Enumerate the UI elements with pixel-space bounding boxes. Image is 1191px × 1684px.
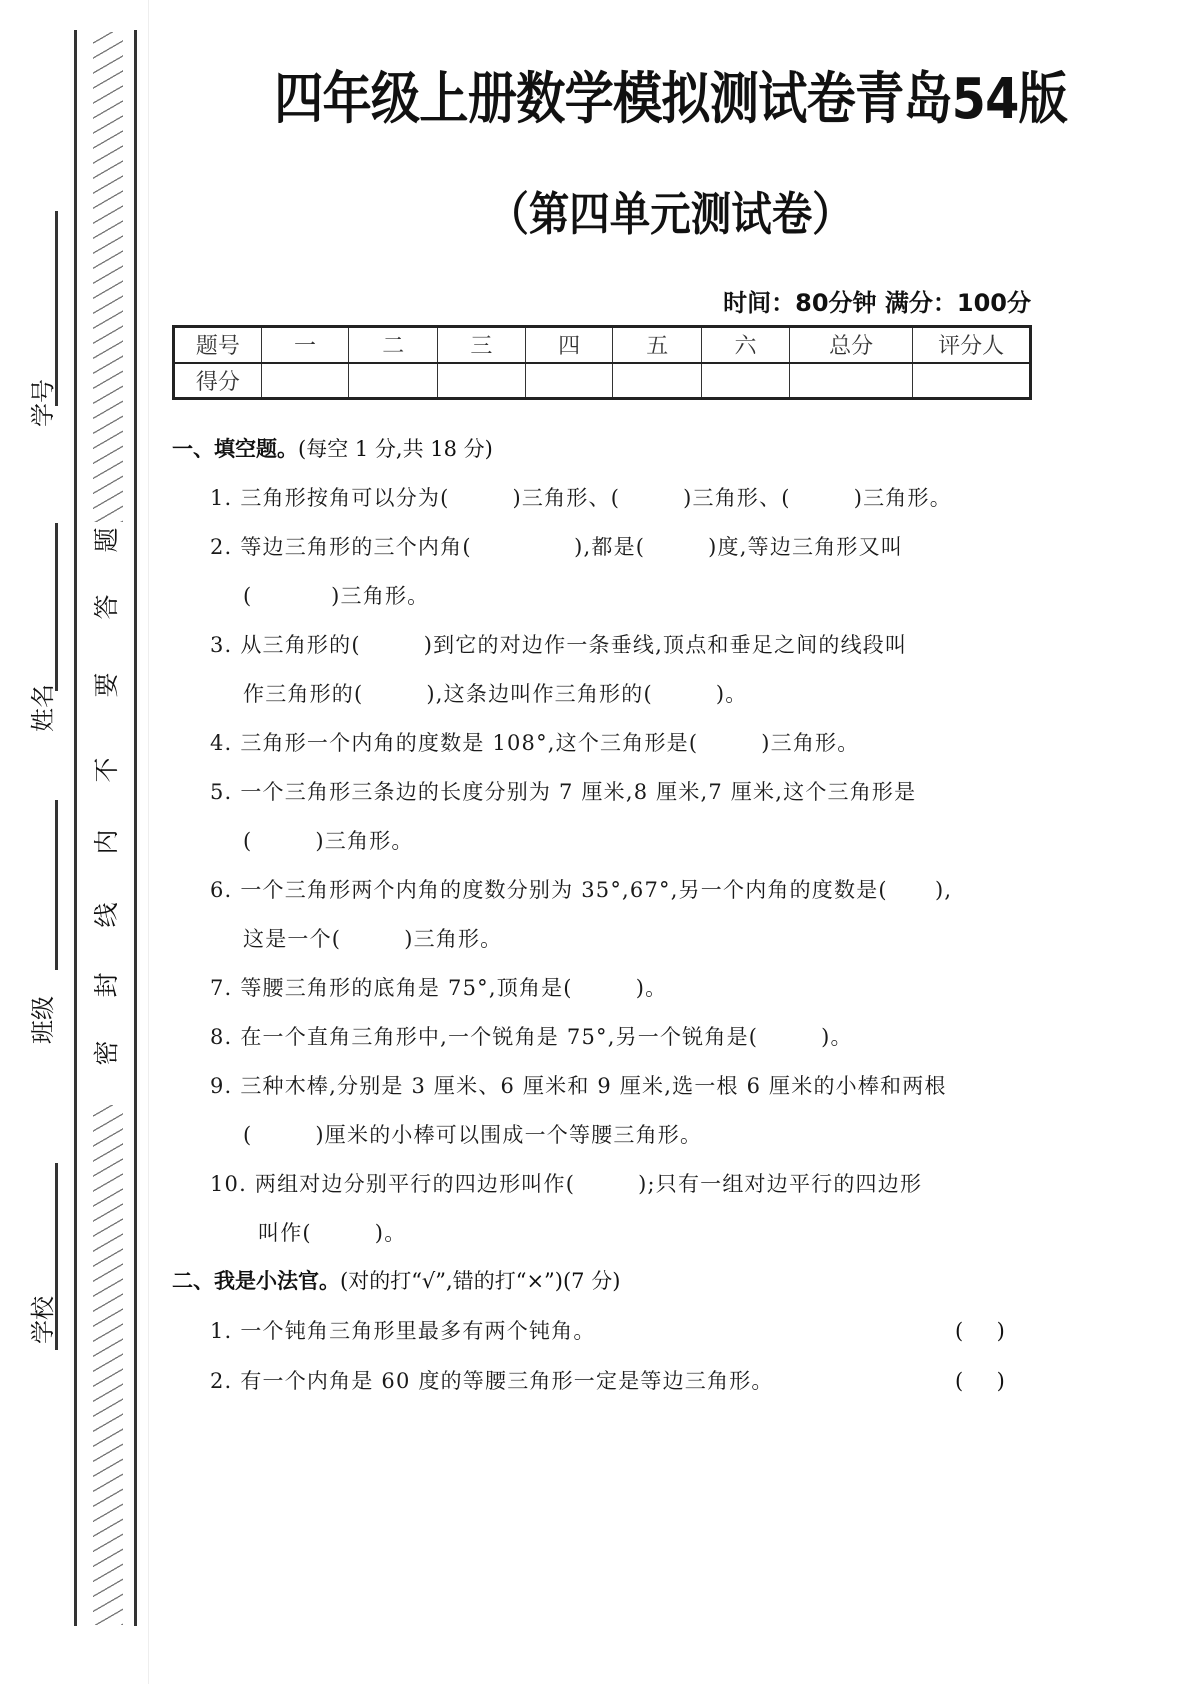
section-2-note: (对的打“√”,错的打“×”)(7 分) (340, 1269, 621, 1293)
table-header-cell: 二 (349, 327, 438, 363)
question-number: 10. (210, 1172, 247, 1196)
hatch-pattern-top (93, 32, 123, 522)
section-1-note: (每空 1 分,共 18 分) (298, 437, 493, 461)
seal-char: 内 (92, 829, 121, 855)
question-number: 6. (210, 878, 233, 902)
question-line-continued (243, 581, 429, 611)
answer-blank[interactable]: ( ) (955, 1319, 1005, 1343)
score-cell[interactable] (525, 363, 613, 399)
table-header-cell: 四 (525, 327, 613, 363)
question-text: 三种木棒,分别是 3 厘米、6 厘米和 9 厘米,选一根 6 厘米的小棒和两根 (240, 1074, 947, 1098)
question-text: 叫作( )。 (258, 1221, 407, 1245)
question-text: ( )三角形。 (243, 829, 414, 853)
section-2-title (172, 1266, 620, 1296)
school-label: 学校 (29, 1296, 57, 1344)
seal-char: 要 (92, 672, 121, 698)
score-cell[interactable] (438, 363, 526, 399)
score-cell[interactable] (349, 363, 438, 399)
question-line-continued (243, 924, 502, 954)
score-cell-grader[interactable] (913, 363, 1031, 399)
section-1-heading: 一、填空题。 (172, 437, 298, 461)
question-text: 在一个直角三角形中,一个锐角是 75°,另一个锐角是( )。 (240, 1025, 853, 1049)
table-header-cell: 六 (702, 327, 790, 363)
question-number: 3. (210, 633, 233, 657)
name-label: 姓名 (29, 684, 57, 732)
score-table-header-row (174, 327, 1031, 363)
question-text: 这是一个( )三角形。 (243, 927, 503, 951)
section-1-title (172, 434, 493, 464)
binding-margin (0, 0, 150, 1684)
question-number: 8. (210, 1025, 233, 1049)
question-text: 从三角形的( )到它的对边作一条垂线,顶点和垂足之间的线段叫 (240, 633, 908, 657)
question-text: 三角形按角可以分为( )三角形、( )三角形、( )三角形。 (240, 486, 952, 510)
score-row-label: 得分 (174, 363, 262, 399)
student-id-line[interactable] (55, 211, 58, 406)
question-text: 等腰三角形的底角是 75°,顶角是( )。 (240, 976, 668, 1000)
score-table-score-row (174, 363, 1031, 399)
question-line (210, 532, 903, 562)
question-text: 一个三角形三条边的长度分别为 7 厘米,8 厘米,7 厘米,这个三角形是 (240, 780, 917, 804)
question-line (210, 630, 907, 660)
binding-line-right (134, 30, 137, 1626)
table-header-cell: 五 (613, 327, 702, 363)
seal-char: 题 (92, 527, 121, 553)
score-cell-total[interactable] (789, 363, 913, 399)
question-text: 三角形一个内角的度数是 108°,这个三角形是( )三角形。 (240, 731, 860, 755)
question-line-continued (258, 1218, 406, 1248)
question-number: 5. (210, 780, 233, 804)
table-header-cell: 三 (438, 327, 526, 363)
question-text: 一个三角形两个内角的度数分别为 35°,67°,另一个内角的度数是( ), (240, 878, 953, 902)
question-text: ( )厘米的小棒可以围成一个等腰三角形。 (243, 1123, 703, 1147)
question-number: 7. (210, 976, 233, 1000)
question-number: 9. (210, 1074, 233, 1098)
question-line (210, 483, 952, 513)
question-text: 等边三角形的三个内角( ),都是( )度,等边三角形又叫 (240, 535, 904, 559)
question-line (210, 1169, 922, 1199)
answer-blank[interactable]: ( ) (955, 1369, 1005, 1393)
exam-time-score: 时间：80分钟 满分：100分 (723, 289, 1031, 317)
student-id-label: 学号 (29, 379, 57, 427)
question-line (210, 777, 916, 807)
table-header-cell: 总分 (789, 327, 913, 363)
question-line (210, 1071, 947, 1101)
seal-char: 不 (92, 757, 121, 783)
table-header-cell: 一 (261, 327, 349, 363)
question-text: 一个钝角三角形里最多有两个钝角。 (240, 1319, 596, 1343)
question-text: 有一个内角是 60 度的等腰三角形一定是等边三角形。 (240, 1369, 774, 1393)
page-subtitle: （第四单元测试卷） (488, 187, 853, 241)
seal-char: 线 (92, 902, 121, 928)
score-cell[interactable] (613, 363, 702, 399)
question-line (210, 1022, 853, 1052)
page-title: 四年级上册数学模拟测试卷青岛54版 (274, 67, 1067, 132)
question-line (210, 728, 859, 758)
seal-char: 封 (92, 972, 121, 998)
judge-item (210, 1316, 596, 1346)
question-text: 两组对边分别平行的四边形叫作( );只有一组对边平行的四边形 (254, 1172, 923, 1196)
question-number: 4. (210, 731, 233, 755)
score-cell[interactable] (261, 363, 349, 399)
question-number: 1. (210, 1319, 233, 1343)
table-header-cell: 评分人 (913, 327, 1031, 363)
table-header-cell: 题号 (174, 327, 262, 363)
score-cell[interactable] (702, 363, 790, 399)
question-number: 2. (210, 1369, 233, 1393)
question-line (210, 973, 667, 1003)
question-text: ( )三角形。 (243, 584, 430, 608)
question-number: 1. (210, 486, 233, 510)
hatch-pattern-bottom (93, 1105, 123, 1625)
question-line-continued (243, 826, 414, 856)
section-2-heading: 二、我是小法官。 (172, 1269, 340, 1293)
score-table (172, 325, 1032, 400)
seal-line-notice (87, 525, 127, 1095)
seal-char: 密 (92, 1040, 121, 1066)
question-line-continued (243, 1120, 702, 1150)
question-line (210, 875, 952, 905)
judge-item (210, 1366, 774, 1396)
seal-char: 答 (92, 594, 121, 620)
question-line-continued (243, 679, 747, 709)
binding-line-left (74, 30, 77, 1626)
page-edge (148, 0, 149, 1684)
name-line[interactable] (55, 523, 58, 691)
class-line[interactable] (55, 800, 58, 970)
question-number: 2. (210, 535, 233, 559)
question-text: 作三角形的( ),这条边叫作三角形的( )。 (243, 682, 748, 706)
class-label: 班级 (29, 996, 57, 1044)
